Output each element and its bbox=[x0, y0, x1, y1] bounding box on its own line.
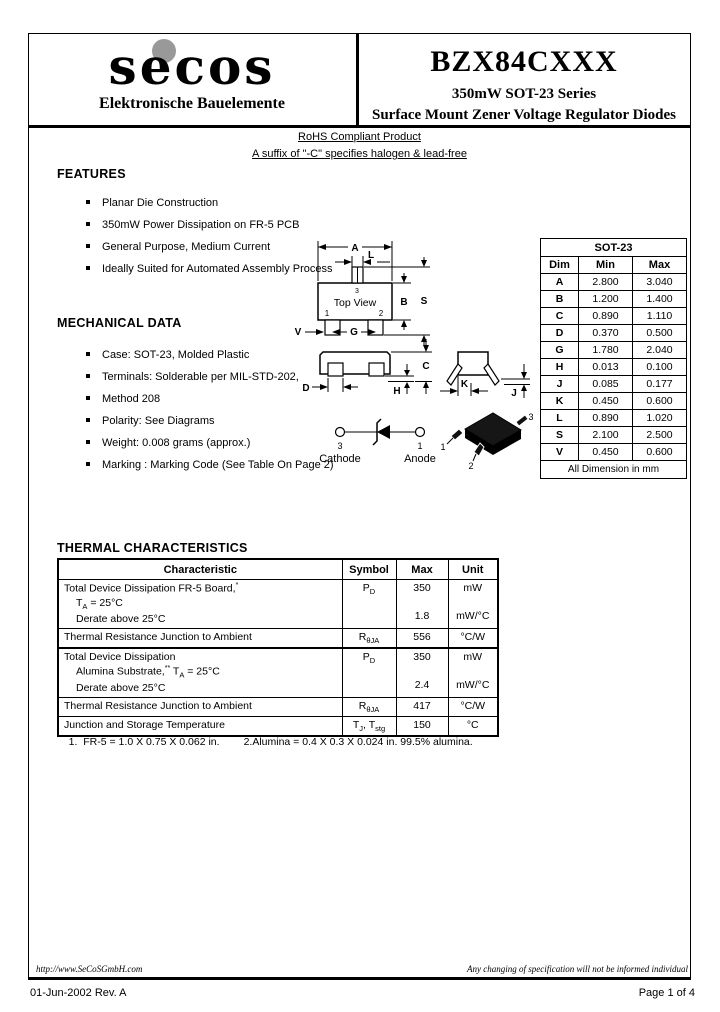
list-item: Method 208 bbox=[86, 393, 334, 404]
top-view-diagram bbox=[295, 241, 430, 345]
features-heading: FEATURES bbox=[57, 167, 126, 181]
logo-wordmark: secos bbox=[108, 37, 276, 96]
pin1-label: 1 bbox=[324, 309, 330, 318]
table-row: K 0.450 0.600 bbox=[541, 393, 687, 410]
package-3d-view bbox=[440, 412, 533, 471]
side-view-diagram bbox=[302, 339, 432, 397]
table-row: C 0.890 1.110 bbox=[541, 308, 687, 325]
footnote-1: 1. FR-5 = 1.0 X 0.75 X 0.062 in. bbox=[68, 736, 220, 748]
list-item: General Purpose, Medium Current bbox=[86, 241, 333, 252]
bullet-icon bbox=[86, 440, 90, 444]
table-row: H 0.013 0.100 bbox=[541, 359, 687, 376]
table-row: Junction and Storage Temperature $T_J$, $T_{stg}$ 150 °C bbox=[58, 717, 498, 737]
list-item: Ideally Suited for Automated Assembly Process bbox=[86, 263, 333, 274]
title-block bbox=[357, 45, 691, 124]
dim-l-label: L bbox=[367, 250, 375, 261]
table-row: A 2.800 3.040 bbox=[541, 274, 687, 291]
col-unit: Unit bbox=[448, 559, 498, 580]
dim-g-label: G bbox=[350, 327, 358, 338]
rohs-line2: A suffix of "-C" specifies halogen & lead-free bbox=[252, 148, 467, 160]
rohs-note bbox=[28, 131, 691, 165]
cathode-label: Cathode bbox=[319, 453, 361, 465]
dim-d-label: D bbox=[302, 383, 310, 394]
end-view-diagram bbox=[440, 352, 530, 399]
bullet-icon bbox=[86, 352, 90, 356]
mechanical-heading: MECHANICAL DATA bbox=[57, 316, 182, 330]
col-characteristic: Characteristic bbox=[58, 559, 342, 580]
series-subtitle: 350mW SOT-23 Series bbox=[451, 86, 597, 102]
list-item: Planar Die Construction bbox=[86, 197, 333, 208]
col-symbol: Symbol bbox=[342, 559, 396, 580]
table-row: B 1.200 1.400 bbox=[541, 291, 687, 308]
dim-b-label: B bbox=[400, 297, 408, 308]
footer-disclaimer: Any changing of specification will not be informed individual bbox=[467, 964, 688, 974]
list-item: Weight: 0.008 grams (approx.) bbox=[86, 437, 334, 448]
table-row: S 2.100 2.500 bbox=[541, 427, 687, 444]
table-row: G 1.780 2.040 bbox=[541, 342, 687, 359]
list-item: Terminals: Solderable per MIL-STD-202, bbox=[86, 371, 334, 382]
dim-v-label: V bbox=[294, 327, 302, 338]
list-item: Polarity: See Diagrams bbox=[86, 415, 334, 426]
table-row: Total Device Dissipation Alumina Substrate,** $T_A = 25^\circ C$ Derate above 25°C $P_D$ 350 2.4 mW mW/°C bbox=[58, 648, 498, 698]
page-border bbox=[28, 33, 691, 980]
logo bbox=[28, 37, 356, 113]
col-max: Max bbox=[396, 559, 448, 580]
cathode-pin-label: 3 bbox=[337, 441, 343, 451]
pin2-label: 2 bbox=[378, 309, 384, 318]
dim-a-label: A bbox=[351, 243, 359, 254]
thermal-heading: THERMAL CHARACTERISTICS bbox=[57, 541, 248, 555]
dim-c-label: C bbox=[422, 361, 430, 372]
bullet-icon bbox=[86, 418, 90, 422]
bullet-icon bbox=[86, 396, 90, 400]
col-max: Max bbox=[633, 257, 687, 274]
package-drawing bbox=[280, 233, 540, 483]
logo-subtitle: Elektronische Bauelemente bbox=[99, 95, 285, 112]
table-row: J 0.085 0.177 bbox=[541, 376, 687, 393]
list-item: Case: SOT-23, Molded Plastic bbox=[86, 349, 334, 360]
top-view-label: Top View bbox=[333, 297, 377, 309]
description-subtitle: Surface Mount Zener Voltage Regulator Diodes bbox=[371, 107, 676, 123]
table-row: V 0.450 0.600 bbox=[541, 444, 687, 461]
pkg-pin2-label: 2 bbox=[468, 461, 474, 471]
footnote bbox=[57, 724, 473, 760]
dimension-table-title: SOT-23 bbox=[541, 239, 687, 257]
rohs-line1: RoHS Compliant Product bbox=[298, 131, 421, 143]
pin3-label: 3 bbox=[355, 288, 359, 295]
footer-page-number: Page 1 of 4 bbox=[638, 987, 695, 999]
dim-j-label: J bbox=[511, 388, 517, 399]
footnote-2: 2.Alumina = 0.4 X 0.3 X 0.024 in. 99.5% alumina. bbox=[243, 736, 473, 748]
header-underline bbox=[28, 125, 691, 128]
table-row: L 0.890 1.020 bbox=[541, 410, 687, 427]
list-item: 350mW Power Dissipation on FR-5 PCB bbox=[86, 219, 333, 230]
table-row: Thermal Resistance Junction to Ambient $R_{\theta JA}$ 417 °C/W bbox=[58, 698, 498, 717]
thermal-table bbox=[57, 558, 499, 737]
pkg-pin1-label: 1 bbox=[440, 442, 446, 452]
bullet-icon bbox=[86, 244, 90, 248]
bullet-icon bbox=[86, 462, 90, 466]
pkg-pin3-label: 3 bbox=[528, 412, 534, 422]
anode-pin-label: 1 bbox=[417, 441, 423, 451]
list-item: Marking : Marking Code (See Table On Page 2) bbox=[86, 459, 334, 470]
dim-s-label: S bbox=[420, 296, 428, 307]
dim-k-label: K bbox=[460, 379, 469, 390]
anode-label: Anode bbox=[404, 453, 436, 465]
bullet-icon bbox=[86, 222, 90, 226]
table-row: D 0.370 0.500 bbox=[541, 325, 687, 342]
dim-h-label: H bbox=[393, 386, 401, 397]
col-min: Min bbox=[579, 257, 633, 274]
bullet-icon bbox=[86, 266, 90, 270]
dimension-table-note: All Dimension in mm bbox=[541, 461, 687, 479]
footer-date-revision: 01-Jun-2002 Rev. A bbox=[30, 987, 127, 999]
bullet-icon bbox=[86, 374, 90, 378]
zener-symbol-diagram bbox=[319, 419, 436, 465]
footer-url: http://www.SeCoSGmbH.com bbox=[36, 964, 143, 974]
part-number-title: BZX84CXXX bbox=[430, 45, 618, 78]
table-row: Total Device Dissipation FR-5 Board,* $T_A = 25^\circ C$ Derate above 25°C $P_D$ 350 1.8 mW mW/°C bbox=[58, 580, 498, 629]
dimension-table bbox=[540, 238, 687, 479]
bullet-icon bbox=[86, 200, 90, 204]
table-row: Thermal Resistance Junction to Ambient $R_{\theta JA}$ 556 °C/W bbox=[58, 629, 498, 649]
col-dim: Dim bbox=[541, 257, 579, 274]
